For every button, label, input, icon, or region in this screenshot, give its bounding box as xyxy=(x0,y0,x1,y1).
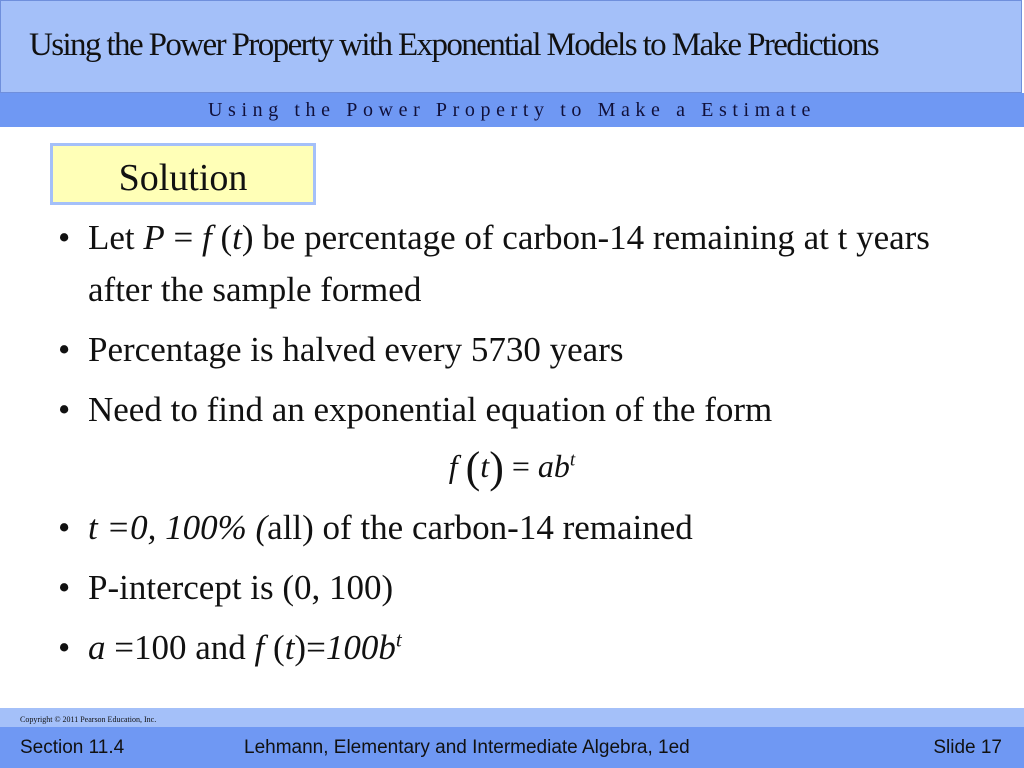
text: ( xyxy=(264,628,285,667)
bullet-item-definition xyxy=(58,212,988,316)
text: )= xyxy=(294,628,326,667)
function-f: f xyxy=(202,218,212,257)
bullet-item-exponential-form xyxy=(58,384,988,436)
bullet-icon: • xyxy=(58,390,71,429)
text: ) be percentage of carbon-14 remaining at t years after the sample formed xyxy=(88,218,930,309)
slide-title: Using the Power Property with Exponential Models to Make Predictions xyxy=(29,27,878,63)
function-f: f xyxy=(254,628,265,667)
text: ( xyxy=(211,218,233,257)
bullet-item-intercept xyxy=(58,562,988,614)
eq-exponent: t xyxy=(569,449,576,471)
variable-t: t xyxy=(232,218,242,257)
solution-label: Solution xyxy=(118,157,248,199)
text-italic: 100b xyxy=(325,628,396,667)
bullet-icon: • xyxy=(58,218,71,257)
bullet-icon: • xyxy=(58,508,71,547)
slide-subtitle: Using the Power Property to Make a Estimate xyxy=(208,99,816,121)
variable-p: P xyxy=(143,218,165,257)
footer-bar xyxy=(0,727,1024,768)
eq-right-paren: ) xyxy=(489,443,504,492)
footer-section: Section 11.4 xyxy=(20,737,125,758)
exponent: t xyxy=(395,627,402,652)
eq-f: f xyxy=(448,448,458,484)
bullet-item-t-zero xyxy=(58,502,988,554)
bullet-list-lower xyxy=(58,502,988,674)
bullet-icon: • xyxy=(58,330,71,369)
eq-ab: ab xyxy=(537,448,570,484)
text: all) of the carbon-14 remained xyxy=(267,508,693,547)
text: 100 and xyxy=(134,628,255,667)
bullet-item-result xyxy=(58,622,988,674)
title-bar xyxy=(0,0,1022,93)
footer-slide-number: Slide 17 xyxy=(933,737,1002,758)
eq-left-paren: ( xyxy=(465,443,481,492)
subtitle-bar xyxy=(0,93,1024,127)
eq-t: t xyxy=(480,448,490,484)
text: = xyxy=(164,218,203,257)
bullet-icon: • xyxy=(58,568,71,607)
variable-a: a xyxy=(88,628,106,667)
variable-t: t xyxy=(284,628,295,667)
text: = xyxy=(105,628,134,667)
footer-book: Lehmann, Elementary and Intermediate Algebra, 1ed xyxy=(244,737,690,758)
bullet-icon: • xyxy=(58,628,71,667)
solution-box xyxy=(50,143,316,205)
text-italic: t =0, 100% ( xyxy=(88,508,268,547)
text: P-intercept is (0, 100) xyxy=(88,568,394,607)
bullet-item-halved xyxy=(58,324,988,376)
eq-equals: = xyxy=(503,448,538,484)
equation xyxy=(0,442,1024,493)
bullet-list xyxy=(58,212,988,436)
text: Need to find an exponential equation of the form xyxy=(88,390,773,429)
text: Percentage is halved every 5730 years xyxy=(88,330,624,369)
text: Let xyxy=(88,218,144,257)
copyright: Copyright © 2011 Pearson Education, Inc. xyxy=(20,715,157,724)
